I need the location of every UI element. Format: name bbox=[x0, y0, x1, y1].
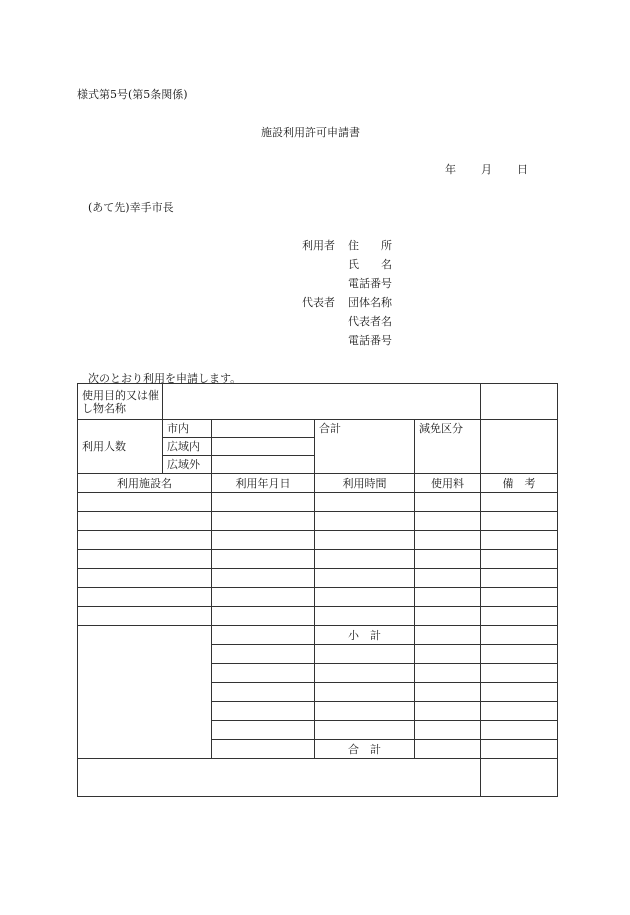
remarks-cell[interactable] bbox=[481, 550, 558, 569]
header-time: 利用時間 bbox=[315, 474, 415, 493]
summary-date-cell[interactable] bbox=[212, 664, 315, 683]
user-label: 利用者 bbox=[302, 239, 335, 252]
remarks-cell[interactable] bbox=[481, 531, 558, 550]
grand-total-label: 合 計 bbox=[315, 740, 415, 759]
total-people-label: 合計 bbox=[315, 420, 415, 474]
fee-cell[interactable] bbox=[415, 512, 481, 531]
wide-area-outside-label: 広域外 bbox=[163, 456, 212, 474]
purpose-remarks-cell bbox=[481, 384, 558, 420]
date-cell[interactable] bbox=[212, 550, 315, 569]
summary-date-cell[interactable] bbox=[212, 645, 315, 664]
date-cell[interactable] bbox=[212, 531, 315, 550]
date-month: 月 bbox=[481, 163, 492, 176]
facility-cell[interactable] bbox=[78, 607, 212, 626]
name-label: 氏 名 bbox=[348, 258, 392, 271]
summary-fee-cell[interactable] bbox=[415, 645, 481, 664]
fee-cell[interactable] bbox=[415, 607, 481, 626]
city-inside-label: 市内 bbox=[163, 420, 212, 438]
exemption-label: 減免区分 bbox=[415, 420, 481, 474]
summary-remarks-cell[interactable] bbox=[481, 645, 558, 664]
fee-cell[interactable] bbox=[415, 531, 481, 550]
summary-date-cell[interactable] bbox=[212, 702, 315, 721]
time-cell[interactable] bbox=[315, 493, 415, 512]
summary-fee-cell[interactable] bbox=[415, 683, 481, 702]
date-cell[interactable] bbox=[212, 607, 315, 626]
time-cell[interactable] bbox=[315, 607, 415, 626]
summary-remarks-cell[interactable] bbox=[481, 683, 558, 702]
fee-cell[interactable] bbox=[415, 493, 481, 512]
summary-block bbox=[78, 626, 212, 759]
summary-remarks-cell[interactable] bbox=[481, 664, 558, 683]
facility-cell[interactable] bbox=[78, 550, 212, 569]
remarks-cell[interactable] bbox=[481, 607, 558, 626]
wide-area-outside-field[interactable] bbox=[212, 456, 315, 474]
remarks-cell[interactable] bbox=[481, 588, 558, 607]
summary-fee-cell[interactable] bbox=[415, 702, 481, 721]
remarks-cell[interactable] bbox=[481, 493, 558, 512]
subtotal-fee-cell[interactable] bbox=[415, 626, 481, 645]
wide-area-inside-field[interactable] bbox=[212, 438, 315, 456]
summary-remarks-cell[interactable] bbox=[481, 721, 558, 740]
date-cell[interactable] bbox=[212, 493, 315, 512]
date-cell[interactable] bbox=[212, 512, 315, 531]
summary-time-cell[interactable] bbox=[315, 721, 415, 740]
time-cell[interactable] bbox=[315, 550, 415, 569]
summary-time-cell[interactable] bbox=[315, 664, 415, 683]
summary-date-cell[interactable] bbox=[212, 683, 315, 702]
facility-cell[interactable] bbox=[78, 512, 212, 531]
summary-fee-cell[interactable] bbox=[415, 664, 481, 683]
facility-cell[interactable] bbox=[78, 493, 212, 512]
application-table bbox=[77, 383, 558, 797]
wide-area-inside-label: 広域内 bbox=[163, 438, 212, 456]
summary-date-cell[interactable] bbox=[212, 740, 315, 759]
subtotal-label: 小 計 bbox=[315, 626, 415, 645]
subtotal-remarks-cell[interactable] bbox=[481, 626, 558, 645]
summary-fee-cell[interactable] bbox=[415, 721, 481, 740]
fee-cell[interactable] bbox=[415, 569, 481, 588]
rep-phone-label: 電話番号 bbox=[348, 334, 392, 347]
grand-total-remarks-cell[interactable] bbox=[481, 740, 558, 759]
phone-label: 電話番号 bbox=[348, 277, 392, 290]
date-cell[interactable] bbox=[212, 588, 315, 607]
grand-total-fee-cell[interactable] bbox=[415, 740, 481, 759]
address-label: 住 所 bbox=[348, 239, 392, 252]
remarks-cell[interactable] bbox=[481, 512, 558, 531]
header-fee: 使用料 bbox=[415, 474, 481, 493]
remarks-cell[interactable] bbox=[481, 569, 558, 588]
facility-cell[interactable] bbox=[78, 588, 212, 607]
date-day: 日 bbox=[517, 163, 528, 176]
time-cell[interactable] bbox=[315, 569, 415, 588]
summary-remarks-cell[interactable] bbox=[481, 702, 558, 721]
representative-name-label: 代表者名 bbox=[348, 315, 392, 328]
summary-time-cell[interactable] bbox=[315, 683, 415, 702]
people-label: 利用人数 bbox=[78, 420, 163, 474]
header-date: 利用年月日 bbox=[212, 474, 315, 493]
summary-date-cell[interactable] bbox=[212, 626, 315, 645]
summary-date-cell[interactable] bbox=[212, 721, 315, 740]
time-cell[interactable] bbox=[315, 588, 415, 607]
header-remarks: 備 考 bbox=[481, 474, 558, 493]
fee-cell[interactable] bbox=[415, 550, 481, 569]
group-name-label: 団体名称 bbox=[348, 296, 392, 309]
facility-cell[interactable] bbox=[78, 569, 212, 588]
purpose-field[interactable] bbox=[163, 384, 481, 420]
statement: 次のとおり利用を申請します。 bbox=[88, 372, 242, 385]
summary-time-cell[interactable] bbox=[315, 702, 415, 721]
fee-cell[interactable] bbox=[415, 588, 481, 607]
summary-time-cell[interactable] bbox=[315, 645, 415, 664]
representative-label: 代表者 bbox=[302, 296, 335, 309]
addressee: (あて先)幸手市長 bbox=[88, 201, 174, 214]
header-facility: 利用施設名 bbox=[78, 474, 212, 493]
facility-cell[interactable] bbox=[78, 531, 212, 550]
footer-notes-cell[interactable] bbox=[78, 759, 481, 797]
exemption-field[interactable] bbox=[481, 420, 558, 474]
city-inside-field[interactable] bbox=[212, 420, 315, 438]
document-title: 施設利用許可申請書 bbox=[261, 126, 360, 139]
purpose-label: 使用目的又は催し物名称 bbox=[78, 384, 163, 420]
date-year: 年 bbox=[445, 163, 456, 176]
time-cell[interactable] bbox=[315, 512, 415, 531]
time-cell[interactable] bbox=[315, 531, 415, 550]
form-number: 様式第5号(第5条関係) bbox=[77, 88, 188, 101]
footer-remarks-cell[interactable] bbox=[481, 759, 558, 797]
date-cell[interactable] bbox=[212, 569, 315, 588]
